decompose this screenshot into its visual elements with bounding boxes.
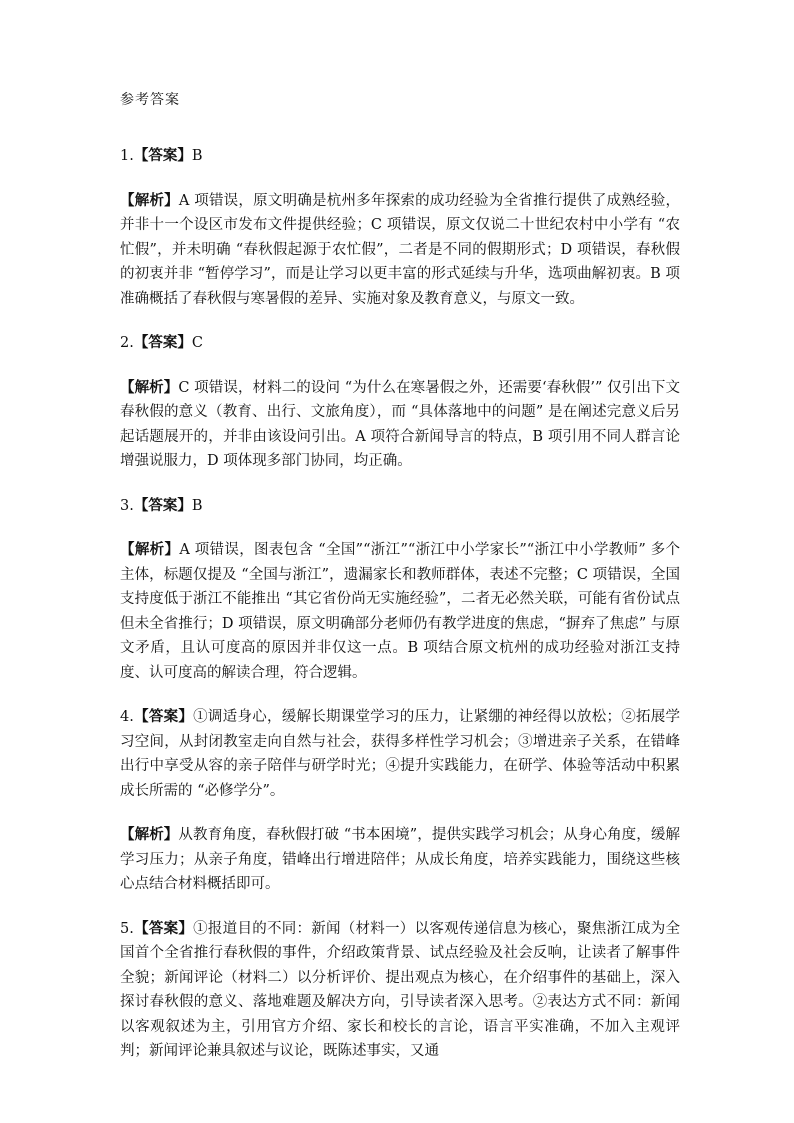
answer-label: 【答案】 (133, 147, 192, 164)
document-page (120, 90, 680, 1084)
answer-4 (120, 705, 680, 803)
explanation-label: 【解析】 (120, 378, 179, 396)
explanation-4 (120, 823, 680, 897)
answer-label: 【答案】 (133, 708, 194, 725)
answer-text: ①调适身心，缓解长期课堂学习的压力，让紧绷的神经得以放松；②拓展学习空间，从封闭教室走向自然与社会，获得多样性学习机会；③增进亲子关系，在错峰出行中享受从容的亲子陪伴与研学时光；④提升实践能力，在研学、体验等活动中积累成长所需的 “必修学分”。 (120, 709, 681, 799)
explanation-text: A 项错误，原文明确是杭州多年探索的成功经验为全省推行提供了成熟经验，并非十一个设区市发布文件提供经验；C 项错误，原文仅说二十世纪农村中小学有 “农忙假”，并未明确 “春秋假起源于农忙假”，二者是不同的假期形式；D 项错误，春秋假的初衷并非 “暂停学习”，而是让学习以更丰富的形式延续与升华，选项曲解初衷。B 项准确概括了春秋假与寒暑假的差异、实施对象及教育意义，与原文一致。 (120, 192, 681, 307)
page-heading: 参考答案 (120, 92, 180, 108)
answer-text: ①报道目的不同：新闻（材料一）以客观传递信息为核心，聚焦浙江成为全国首个全省推行春秋假的事件，介绍政策背景、试点经验及社会反响，让读者了解事件全貌；新闻评论（材料二）以分析评价、提出观点为核心，在介绍事件的基础上，深入探讨春秋假的意义、落地难题及解决方向，引导读者深入思考。②表达方式不同：新闻以客观叙述为主，引用官方介绍、家长和校长的言论，语言平实准确，不加入主观评判；新闻评论兼具叙述与议论，既陈述事实，又通 (120, 920, 681, 1059)
answer-text: B (191, 148, 203, 164)
answer-2 (120, 331, 680, 356)
item-number: 3. (120, 497, 134, 514)
item-number: 4. (120, 709, 134, 725)
item-number: 1. (120, 148, 134, 164)
item-number: 5. (120, 920, 134, 937)
answer-5 (120, 917, 680, 1064)
answer-label: 【答案】 (133, 496, 192, 514)
explanation-text: A 项错误，图表包含 “全国”“浙江”“浙江中小学家长”“浙江中小学教师” 多个主体，标题仅提及 “全国与浙江”，遗漏家长和教师群体，表述不完整；C 项错误，全国支持度低于浙江不能推出 “其它省份尚无实施经验”，二者无必然关联，可能有省份试点但未全省推行；D 项错误，原文明确部分老师仍有教学进度的焦虑，“摒弃了焦虑” 与原文矛盾，且认可度高的原因并非仅这一点。B 项结合原文杭州的成功经验对浙江支持度、认可度高的解读合理，符合逻辑。 (120, 542, 680, 681)
explanation-1 (120, 189, 680, 312)
explanation-3 (120, 538, 680, 685)
explanation-text: 从教育角度，春秋假打破 “书本困境”，提供实践学习机会；从身心角度，缓解学习压力；从亲子角度，错峰出行增进陪伴；从成长角度，培养实践能力，围绕这些核心点结合材料概括即可。 (120, 827, 680, 892)
answer-text: B (191, 497, 203, 514)
explanation-label: 【解析】 (120, 826, 179, 843)
answer-text: C (191, 335, 203, 351)
explanation-2 (120, 376, 680, 474)
explanation-text: C 项错误，材料二的设问 “为什么在寒暑假之外，还需要‘春秋假’” 仅引出下文春秋假的意义（教育、出行、文旅角度），而 “具体落地中的问题” 是在阐述完意义后另起话题展开的，并非由该设问引出。A 项符合新闻导言的特点，B 项引用不同人群言论增强说服力，D 项体现多部门协同，均正确。 (120, 379, 681, 469)
answer-label: 【答案】 (133, 919, 194, 937)
answer-label: 【答案】 (133, 334, 192, 351)
answer-1 (120, 144, 680, 169)
explanation-label: 【解析】 (120, 191, 179, 209)
explanation-label: 【解析】 (120, 541, 180, 558)
item-number: 2. (120, 335, 134, 351)
answer-3 (120, 494, 680, 519)
